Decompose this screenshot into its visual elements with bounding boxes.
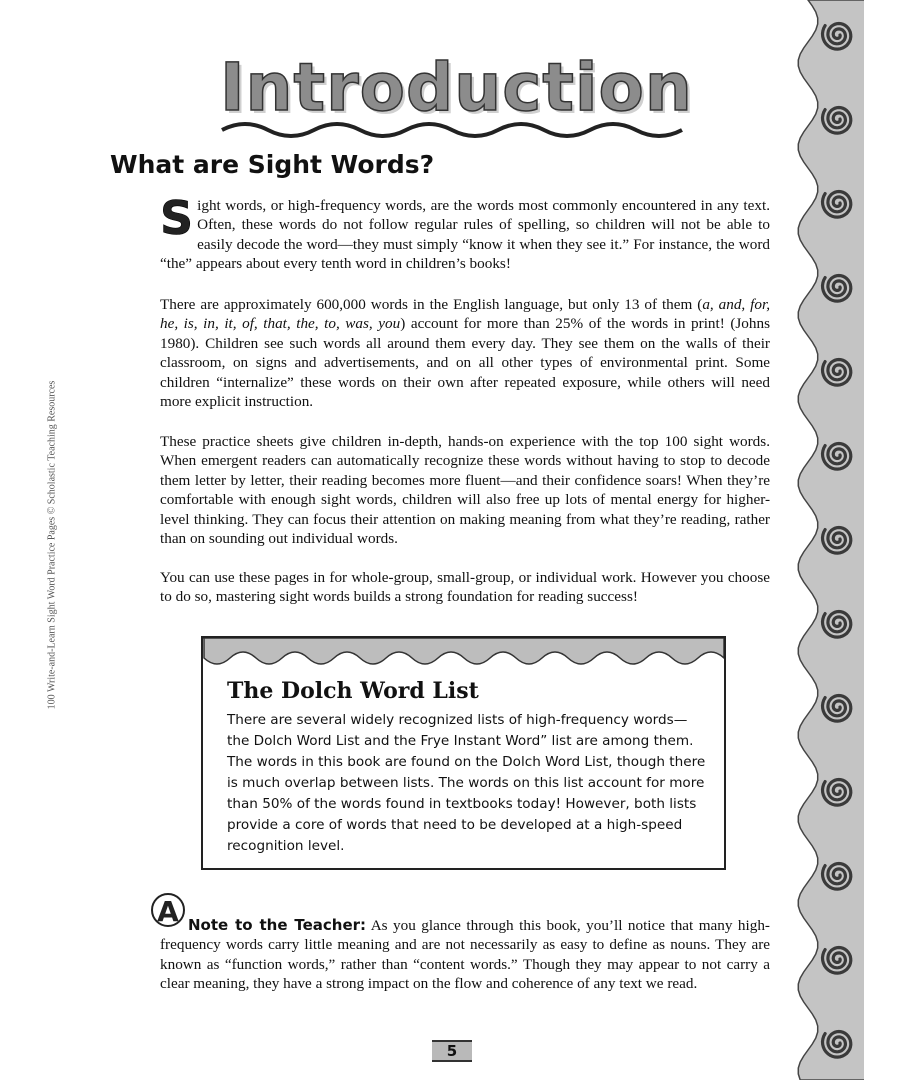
- section-heading: What are Sight Words?: [110, 150, 435, 179]
- note-text: As you glance through this book, you’ll notice that many high-frequency words carry little meaning and are not necessarily as easy to define as nouns. They are known as “function words,” rather than “content words.” Though they may appear to not carry a clear meaning, they have a strong impact on the flow and coherence of any text we read.: [160, 917, 770, 993]
- page-title: Introduction: [220, 49, 693, 126]
- title-underline-wave: [220, 118, 690, 142]
- paragraph-practice-sheets: These practice sheets give children in-depth, hands-on experience with the top 100 sight words. When emergent readers can automatically recognize these words without having to stop to decode them letter by letter, their reading becomes more fluent—and their confidence soars! When they’re comfortable with enough sight words, children will also free up lots of mental energy for higher-level thinking. They can focus their attention on making meaning from what they’re reading, rather than on sounding out individual words.: [160, 433, 770, 548]
- callout-title: The Dolch Word List: [227, 678, 479, 704]
- note-label: Note to the Teacher:: [188, 916, 367, 934]
- spine-copyright: 100 Write-and-Learn Sight Word Practice Pages © Scholastic Teaching Resources: [46, 380, 58, 710]
- sight-word-examples: a, and, for, he, is, in, it, of, that, the, to, was, you: [160, 296, 771, 333]
- callout-wave-band: [203, 638, 724, 668]
- dolch-callout-box: [201, 636, 726, 870]
- paragraph-text: There are approximately 600,000 words in the English language, but only 13 of them (: [160, 296, 703, 313]
- note-drop-cap: A: [157, 895, 179, 928]
- page-number: 5: [432, 1040, 472, 1062]
- paragraph-usage: You can use these pages in for whole-group, small-group, or individual work. However you choose to do so, mastering sight words builds a strong foundation for reading success!: [160, 569, 770, 606]
- drop-cap: S: [160, 191, 194, 245]
- note-to-teacher: [160, 916, 770, 994]
- decorative-spiral-border: [790, 0, 900, 1080]
- paragraph-intro: [160, 191, 770, 274]
- paragraph-text: ight words, or high-frequency words, are the words most commonly encountered in any text. Often, these words do not follow regular rules of spelling, so children will not be able to easily decode the word—they must simply “know it when they see it.” For instance, the word “the” appears about every tenth word in children’s books!: [160, 197, 770, 273]
- paragraph-word-counts: [160, 295, 770, 411]
- callout-body: There are several widely recognized lists of high-frequency words—the Dolch Word List and the Frye Instant Word” list are among them. The words in this book are found on the Dolch Word List, though there is much overlap between lists. The words on this list account for more than 50% of the words found in textbooks today! However, both lists provide a core of words that need to be developed at a high-speed recognition level.: [227, 712, 706, 854]
- paragraph-text: ) account for more than 25% of the words in print! (Johns 1980). Children see such words all around them every day. They see them on the walls of their classroom, on signs and advertisements, and on all other types of environmental print. Some children “internalize” these words on their own after repeated exposure, while others will need more explicit instruction.: [160, 315, 770, 411]
